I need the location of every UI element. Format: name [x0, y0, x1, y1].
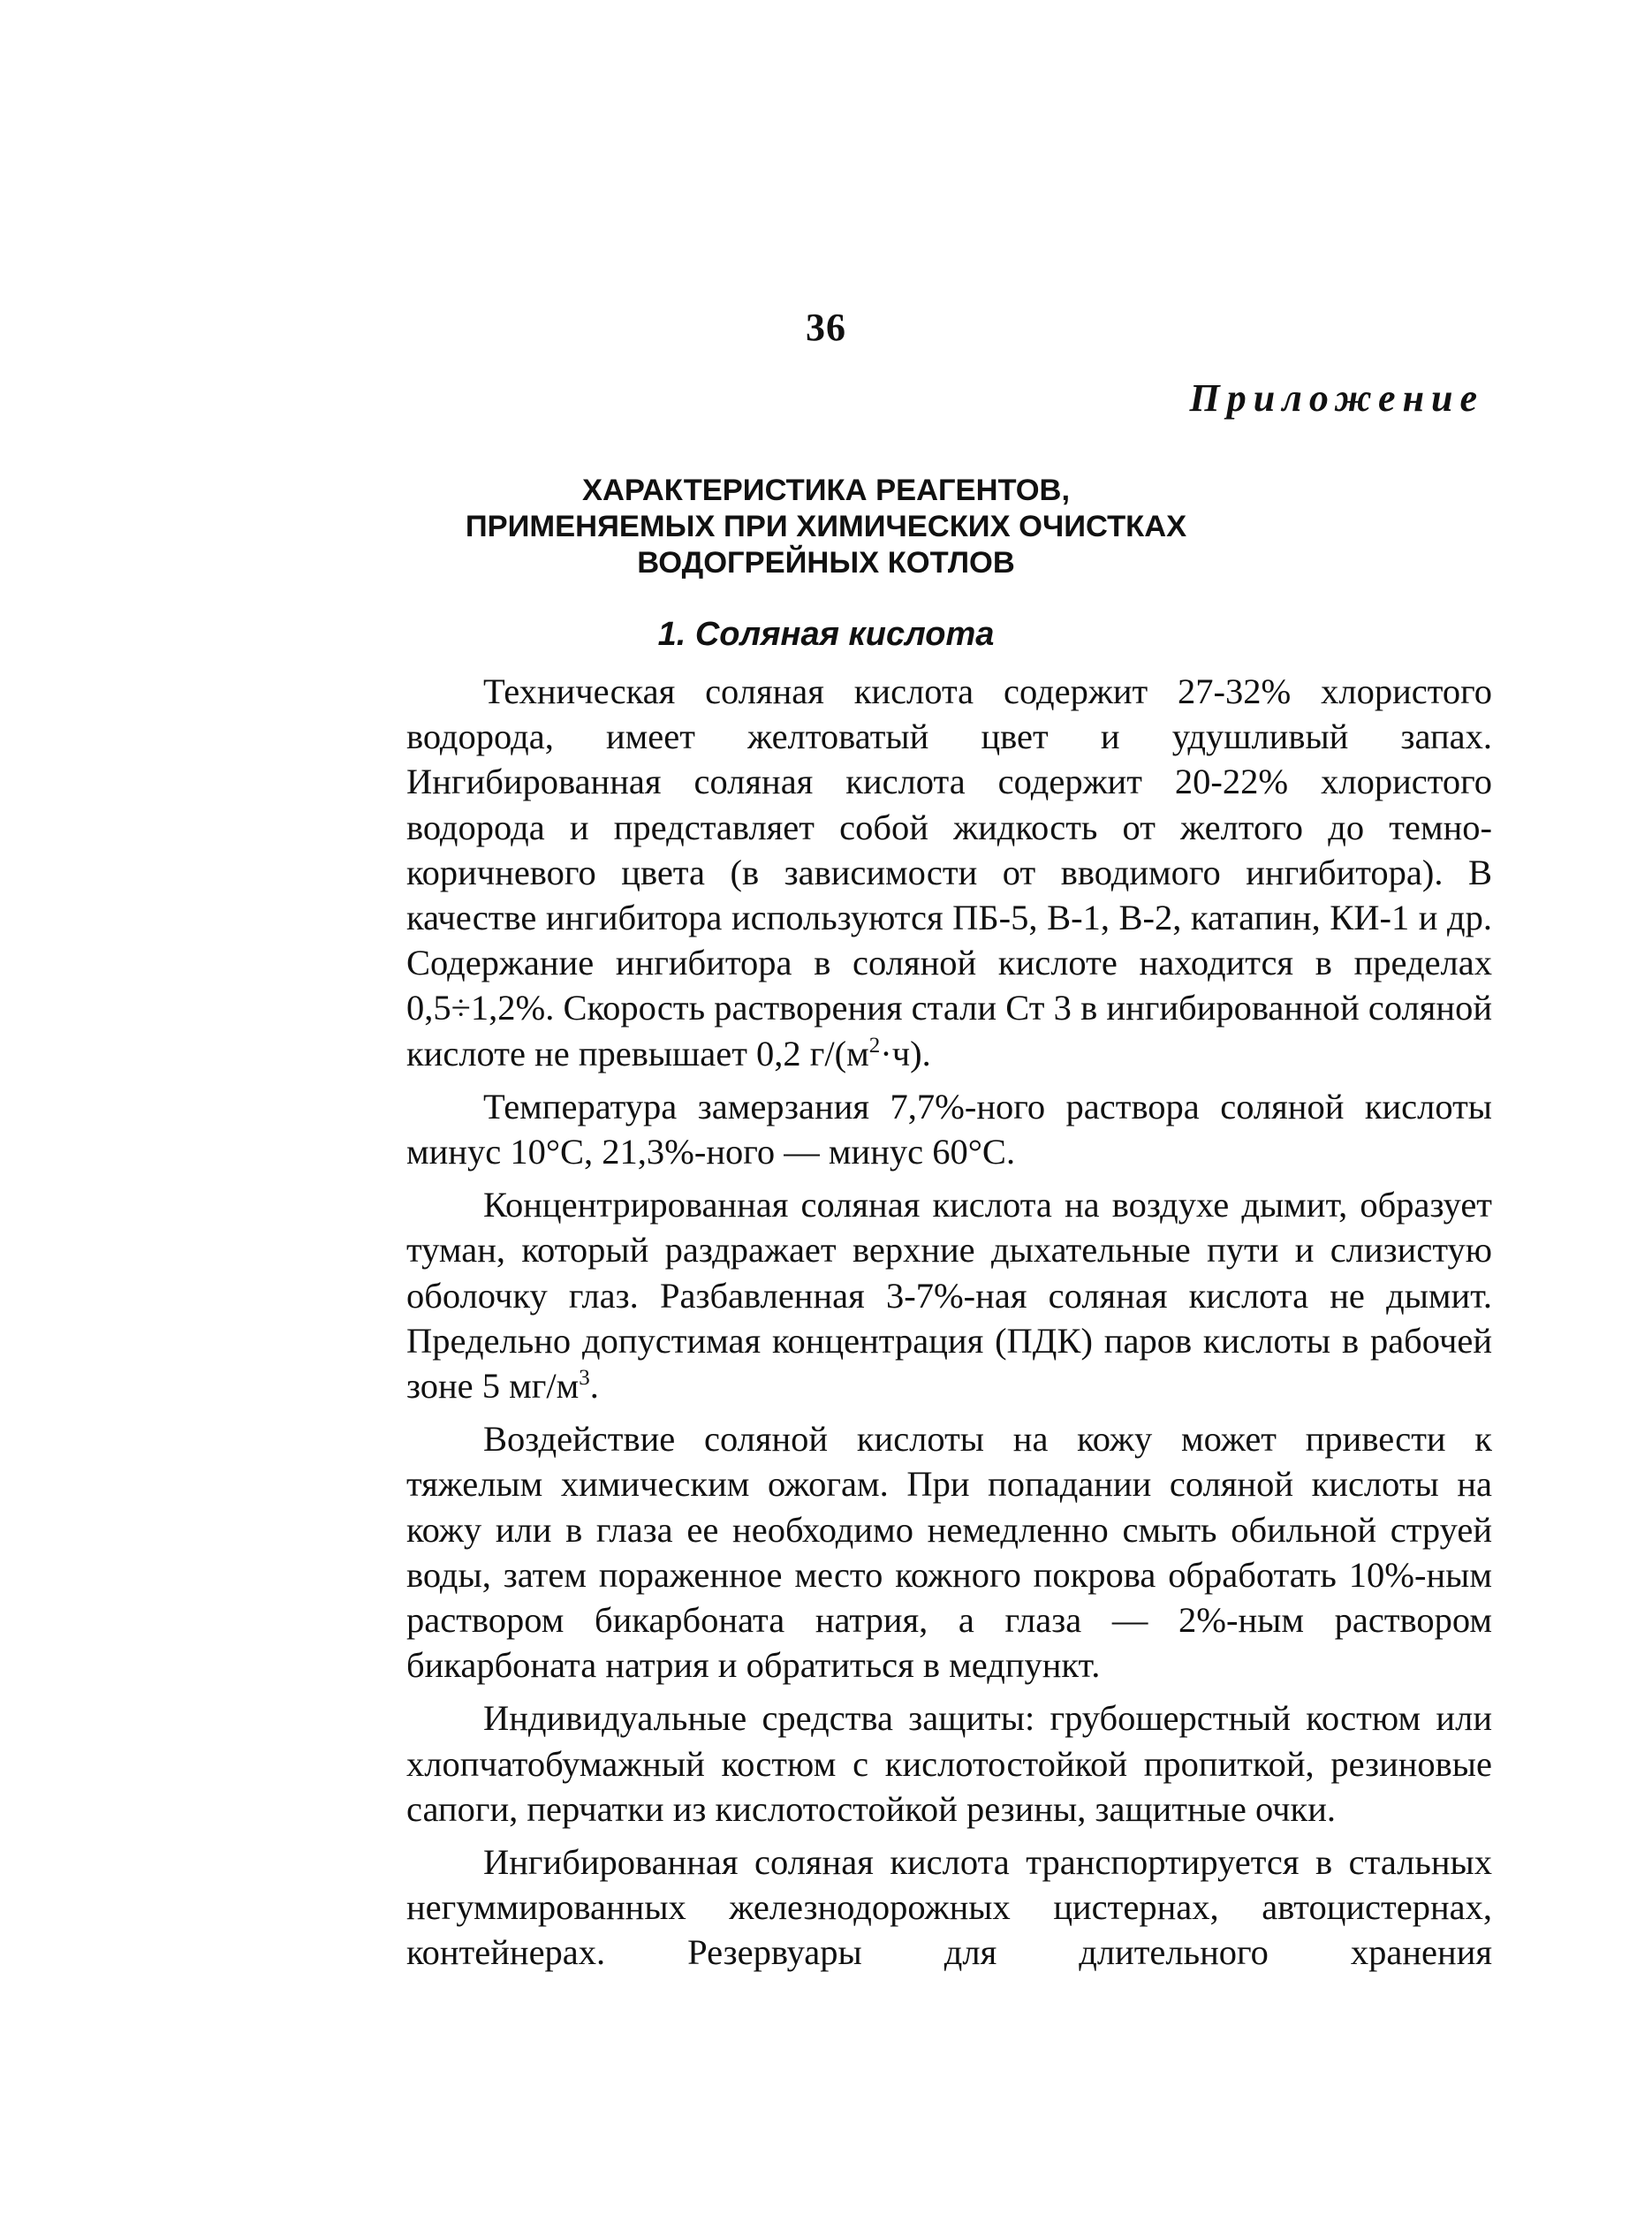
- page-number: 36: [806, 306, 846, 349]
- heading-line: ВОДОГРЕЙНЫХ КОТЛОВ: [637, 546, 1015, 580]
- paragraph: Ингибированная соляная кислота транспортируется в стальных негуммированных железнодорожных цистернах, автоцистернах, контейнерах. Резервуары для длительного хранения: [406, 1842, 1492, 1973]
- document-heading: [0, 473, 1652, 581]
- paragraph: Индивидуальные средства защиты: грубошерстный костюм или хлопчатобумажный костюм с кислотостойкой пропиткой, резиновые сапоги, перчатки из кислотостойкой резины, защитные очки.: [406, 1698, 1492, 1829]
- body-text: [406, 669, 1492, 1983]
- heading-line: ХАРАКТЕРИСТИКА РЕАГЕНТОВ,: [581, 474, 1071, 507]
- section-title: 1. Соляная кислота: [657, 616, 995, 653]
- paragraph: Температура замерзания 7,7%-ного раствора соляной кислоты минус 10°С, 21,3%-ного — минус 60°С.: [406, 1086, 1492, 1172]
- heading-line: ПРИМЕНЯЕМЫХ ПРИ ХИМИЧЕСКИХ ОЧИСТКАХ: [465, 510, 1187, 543]
- appendix-label: Приложение: [1189, 376, 1484, 420]
- paragraph: Техническая соляная кислота содержит 27-32% хлористого водорода, имеет желтоватый цвет и удушливый запах. Ингибированная соляная кислота содержит 20-22% хлористого водорода и представляет собой жидкость от желтого до темно-коричневого цвета (в зависимости от вводимого ингибитора). В качестве ингибитора используются ПБ-5, В-1, В-2, катапин, КИ-1 и др. Содержание ингибитора в соляной кислоте находится в пределах 0,5÷1,2%. Скорость растворения стали Ст 3 в ингибированной соляной кислоте не превышает 0,2 $г/(м^2\cdot ч)$.: [406, 671, 1492, 1073]
- paragraph: Воздействие соляной кислоты на кожу может привести к тяжелым химическим ожогам. При попадании соляной кислоты на кожу или в глаза ее необходимо немедленно смыть обильной струей воды, затем пораженное место кожного покрова обработать 10%-ным раствором бикарбоната натрия, а глаза — 2%-ным раствором бикарбоната натрия и обратиться в медпункт.: [406, 1419, 1492, 1686]
- paragraph: Концентрированная соляная кислота на воздухе дымит, образует туман, который раздражает верхние дыхательные пути и слизистую оболочку глаз. Разбавленная 3-7%-ная соляная кислота не дымит. Предельно допустимая концентрация (ПДК) паров кислоты в рабочей зоне 5 $мг/м^3$.: [406, 1185, 1492, 1407]
